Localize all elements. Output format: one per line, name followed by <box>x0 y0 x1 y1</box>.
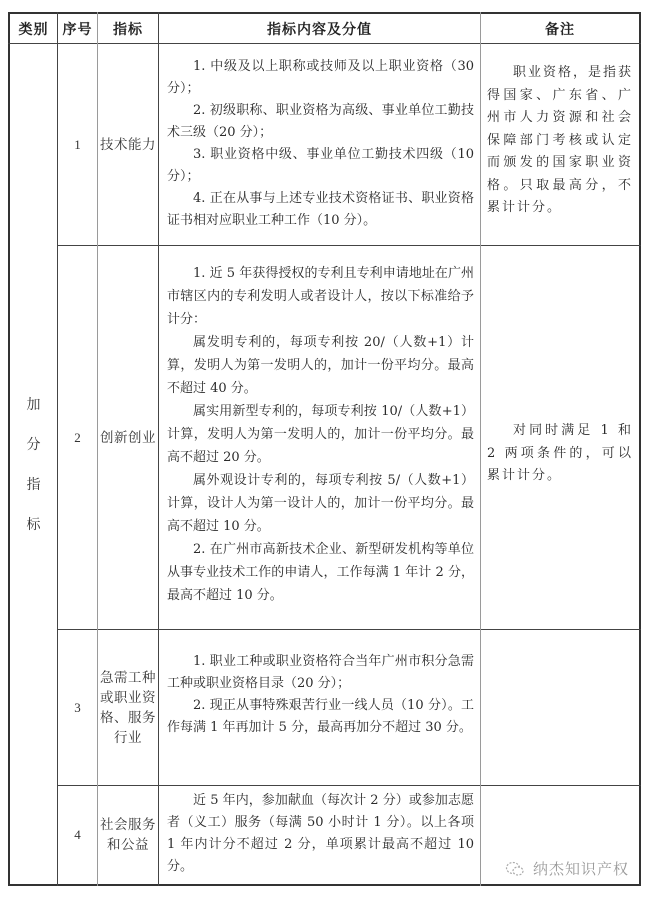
header-number: 序号 <box>62 21 93 38</box>
row-4-number: 4 <box>74 827 81 842</box>
header-category: 类别 <box>18 21 49 38</box>
indicator-line: 或职业资 <box>100 689 156 706</box>
content-paragraph: 近 5 年内，参加献血（每次计 2 分）或参加志愿者（义工）服务（每满 50 小时计 1 分）。以上各项 1 年内计分不超过 2 分，单项累计最高不超过 10 分。 <box>167 793 474 874</box>
category-cell <box>10 44 57 884</box>
content-paragraph: 1. 中级及以上职称或技师及以上职业资格（30 分）； <box>167 59 474 96</box>
indicator-line: 格、服务 <box>100 709 156 726</box>
content-paragraph: 1. 职业工种或职业资格符合当年广州市积分急需工种或职业资格目录（20 分）； <box>167 654 474 691</box>
content-paragraph: 2. 现正从事特殊艰苦行业一线人员（10 分）。工作每满 1 年再加计 5 分，最高再加分不超过 30 分。 <box>167 698 474 735</box>
header-indicator: 指标 <box>113 21 143 38</box>
wechat-icon <box>505 861 525 877</box>
row-2-indicator: 创新创业 <box>100 429 156 446</box>
content-paragraph: 4. 正在从事与上述专业技术资格证书、职业资格证书相对应职业工种工作（10 分）。 <box>167 191 474 228</box>
content-paragraph: 2. 在广州市高新技术企业、新型研发机构等单位从事专业技术工作的申请人，工作每满 1 年计 2 分，最高不超过 10 分。 <box>167 542 474 603</box>
content-paragraph: 属发明专利的，每项专利按 20/（人数+1）计算，发明人为第一发明人的，加计一份平均分。最高不超过 40 分。 <box>167 335 474 396</box>
row-3-number: 3 <box>74 699 81 715</box>
content-paragraph: 1. 近 5 年获得授权的专利且专利申请地址在广州市辖区内的专利发明人或者设计人，按以下标准给予计分： <box>167 266 474 327</box>
watermark <box>505 858 629 879</box>
row-2-number: 2 <box>74 429 81 445</box>
indicator-line: 社会服务 <box>100 817 156 833</box>
row-3-content <box>159 651 480 739</box>
category-char: 指 <box>26 477 41 493</box>
row-4-content <box>159 790 480 878</box>
indicator-line: 急需工种 <box>100 669 156 686</box>
row-1-indicator: 技术能力 <box>100 136 156 153</box>
content-paragraph: 属实用新型专利的，每项专利按 10/（人数+1）计算，发明人为第一发明人的，加计一份平均分。最高不超过 20 分。 <box>167 404 474 465</box>
indicator-line: 行业 <box>114 729 142 746</box>
row-1-number: 1 <box>74 136 81 152</box>
category-char: 分 <box>26 437 41 453</box>
header-content: 指标内容及分值 <box>267 21 372 38</box>
watermark-text: 纳杰知识产权 <box>533 860 630 878</box>
note-paragraph: 对同时满足 1 和 2 两项条件的，可以累计计分。 <box>487 423 633 483</box>
content-paragraph: 3. 职业资格中级、事业单位工勤技术四级（10 分）； <box>167 147 474 184</box>
category-char: 标 <box>26 517 41 533</box>
row-1-note <box>481 62 639 220</box>
row-2-content <box>159 262 480 607</box>
row-1-content <box>159 56 480 232</box>
indicator-line: 和公益 <box>107 837 149 853</box>
category-char: 加 <box>26 397 41 413</box>
row-2-note <box>481 420 639 488</box>
row-3-indicator <box>98 630 158 785</box>
content-paragraph: 属外观设计专利的，每项专利按 5/（人数+1）计算，设计人为第一设计人的，加计一份平均分。最高不超过 10 分。 <box>167 473 474 534</box>
content-paragraph: 2. 初级职称、职业资格为高级、事业单位工勤技术三级（20 分）； <box>167 103 474 140</box>
header-note: 备注 <box>545 21 575 38</box>
row-4-indicator <box>98 786 158 884</box>
note-paragraph: 职业资格，是指获得国家、广东省、广州市人力资源和社会保障部门考核或认定而颁发的国家职业资格。只取最高分，不累计计分。 <box>487 65 634 215</box>
